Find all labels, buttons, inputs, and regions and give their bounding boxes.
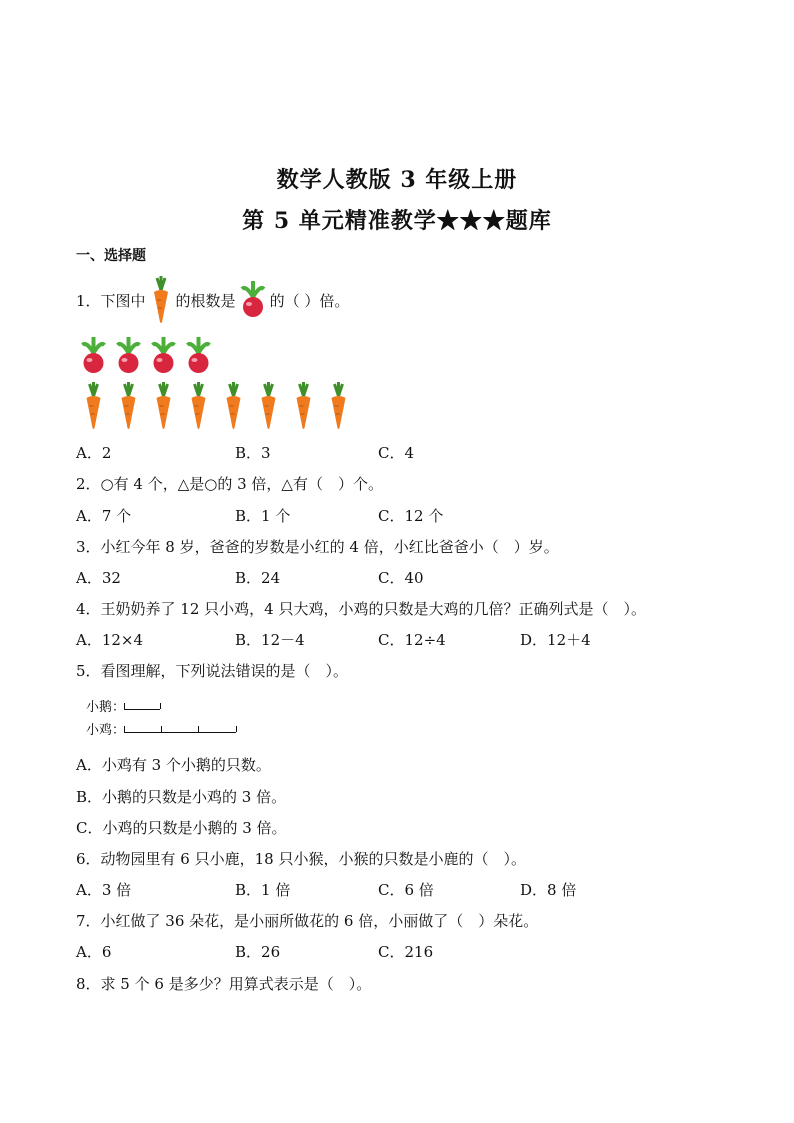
- carrot-icon: [286, 382, 321, 430]
- q5-option-a[interactable]: A．小鸡有 3 个小鹅的只数。: [76, 756, 271, 774]
- carrot-icon: [76, 382, 111, 430]
- carrot-icon: [111, 382, 146, 430]
- question-5: 5．看图理解，下列说法错误的是（ ）。: [76, 662, 349, 680]
- radish-icon: [238, 281, 268, 319]
- segment-tick: [236, 726, 237, 732]
- q2-option-b[interactable]: B．1 个: [235, 507, 291, 525]
- title-line-1: 数学人教版 3 年级上册: [276, 167, 518, 193]
- q1-middle: 的根数是: [175, 291, 236, 310]
- q6-option-a[interactable]: A．3 倍: [76, 881, 132, 899]
- goose-label: 小鹅：: [86, 700, 126, 715]
- question-1: [76, 276, 349, 324]
- q6-option-d[interactable]: D．8 倍: [520, 881, 577, 899]
- q1-suffix: 的（ ）倍。: [269, 291, 350, 310]
- question-2: 2．○有 4 个，△是○的 3 倍，△有（ ）个。: [76, 475, 383, 493]
- carrot-icon: [146, 382, 181, 430]
- q1-prefix: 1．下图中: [76, 291, 146, 310]
- carrot-icon: [181, 382, 216, 430]
- q2-option-a[interactable]: A．7 个: [76, 507, 132, 525]
- q5-option-b[interactable]: B．小鹅的只数是小鸡的 3 倍。: [76, 788, 287, 806]
- q5-option-c[interactable]: C．小鸡的只数是小鹅的 3 倍。: [76, 819, 287, 837]
- q4-option-a[interactable]: A．12×4: [76, 631, 144, 649]
- section-heading: 一、选择题: [76, 248, 146, 264]
- carrot-row: [76, 382, 356, 430]
- chick-segment: [124, 726, 236, 733]
- q6-option-b[interactable]: B．1 倍: [235, 881, 291, 899]
- segment-tick: [198, 726, 199, 732]
- radish-icon: [146, 337, 181, 375]
- segment-tick: [124, 726, 125, 732]
- q4-option-d[interactable]: D．12＋4: [520, 631, 591, 649]
- q7-option-b[interactable]: B．26: [235, 943, 281, 961]
- carrot-icon: [148, 276, 174, 324]
- carrot-icon: [321, 382, 356, 430]
- q3-option-a[interactable]: A．32: [76, 569, 121, 587]
- question-4: 4．王奶奶养了 12 只小鸡，4 只大鸡，小鸡的只数是大鸡的几倍？正确列式是（ ）。: [76, 600, 646, 618]
- q1-option-c[interactable]: C．4: [378, 444, 415, 462]
- q4-option-b[interactable]: B．12－4: [235, 631, 305, 649]
- q3-option-b[interactable]: B．24: [235, 569, 281, 587]
- radish-icon: [76, 337, 111, 375]
- q4-option-c[interactable]: C．12÷4: [378, 631, 446, 649]
- radish-icon: [111, 337, 146, 375]
- radish-row: [76, 337, 216, 375]
- q7-option-a[interactable]: A．6: [76, 943, 112, 961]
- radish-icon: [181, 337, 216, 375]
- title-line-2: 第 5 单元精准教学★★★题库: [242, 208, 552, 234]
- q1-option-b[interactable]: B．3: [235, 444, 271, 462]
- q3-option-c[interactable]: C．40: [378, 569, 424, 587]
- segment-tick: [160, 703, 161, 709]
- question-7: 7．小红做了 36 朵花，是小丽所做花的 6 倍，小丽做了（ ）朵花。: [76, 912, 539, 930]
- question-8: 8．求 5 个 6 是多少？用算式表示是（ ）。: [76, 975, 372, 993]
- q2-option-c[interactable]: C．12 个: [378, 507, 444, 525]
- q7-option-c[interactable]: C．216: [378, 943, 434, 961]
- q1-option-a[interactable]: A．2: [76, 444, 112, 462]
- carrot-icon: [251, 382, 286, 430]
- segment-tick: [124, 703, 125, 709]
- question-6: 6．动物园里有 6 只小鹿，18 只小猴，小猴的只数是小鹿的（ ）。: [76, 850, 526, 868]
- carrot-icon: [216, 382, 251, 430]
- chick-label: 小鸡：: [86, 723, 126, 738]
- q6-option-c[interactable]: C．6 倍: [378, 881, 434, 899]
- segment-tick: [161, 726, 162, 732]
- question-3: 3．小红今年 8 岁，爸爸的岁数是小红的 4 倍，小红比爸爸小（ ）岁。: [76, 538, 559, 556]
- goose-segment: [124, 703, 160, 710]
